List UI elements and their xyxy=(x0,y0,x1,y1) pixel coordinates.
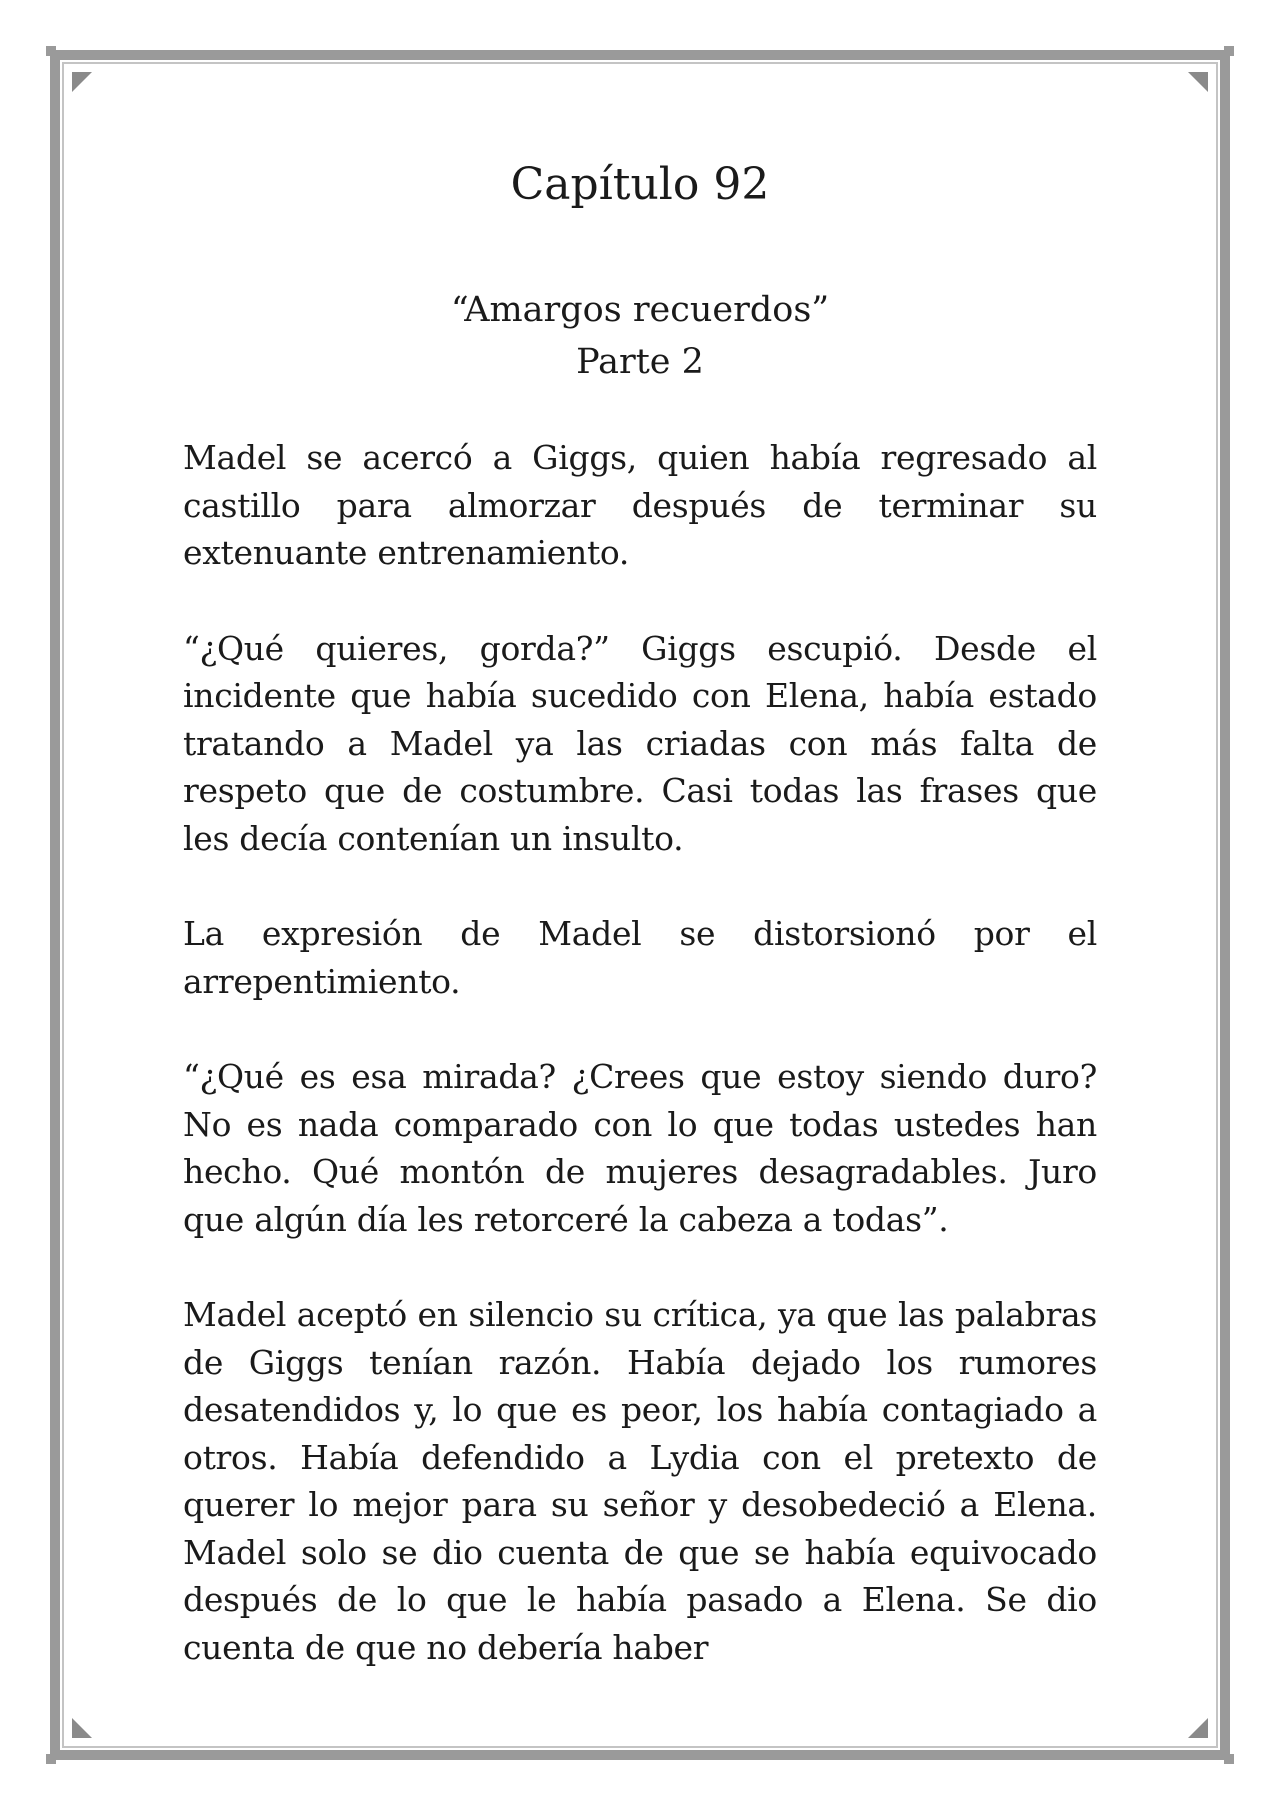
paragraph-5: Madel aceptó en silencio su crítica, ya que las palabras de Giggs tenían razón. Había dejado los rumores desatendidos y, lo que es peor, los había contagiado a otros. Había defendido a Lydia con el pretexto de querer lo mejor para su señor y desobedeció a Elena. Madel solo se dio cuenta de que se había equivocado después de lo que le había pasado a Elena. Se dio cuenta de que no debería haber xyxy=(183,1295,1097,1667)
corner-triangle-top-right xyxy=(1188,72,1208,92)
corner-triangle-bottom-left xyxy=(72,1718,92,1738)
chapter-title: Capítulo 92 xyxy=(510,159,770,210)
corner-triangle-top-left xyxy=(72,72,92,92)
paragraph-2: “¿Qué quieres, gorda?” Giggs escupió. Desde el incidente que había sucedido con Elena, había estado tratando a Madel ya las criadas con más falta de respeto que de costumbre. Casi todas las frases que les decía contenían un insulto. xyxy=(183,628,1097,858)
corner-ornament-bottom-left xyxy=(46,1754,56,1764)
page-content xyxy=(183,150,1097,1671)
corner-ornament-bottom-right xyxy=(1224,1754,1234,1764)
subtitle-line-1: “Amargos recuerdos” xyxy=(450,290,830,330)
paragraph-4: “¿Qué es esa mirada? ¿Crees que estoy siendo duro? No es nada comparado con lo que todas ustedes han hecho. Qué montón de mujeres desagradables. Juro que algún día les retorceré la cabeza a todas”. xyxy=(183,1057,1097,1239)
paragraph-3: La expresión de Madel se distorsionó por el arrepentimiento. xyxy=(183,914,1097,1001)
paragraph-1: Madel se acercó a Giggs, quien había regresado al castillo para almorzar después de terminar su extenuante entrenamiento. xyxy=(183,438,1097,572)
corner-ornament-top-left xyxy=(46,46,56,56)
corner-triangle-bottom-right xyxy=(1188,1718,1208,1738)
corner-ornament-top-right xyxy=(1224,46,1234,56)
chapter-subtitle xyxy=(183,284,1097,388)
subtitle-line-2: Parte 2 xyxy=(576,342,704,382)
